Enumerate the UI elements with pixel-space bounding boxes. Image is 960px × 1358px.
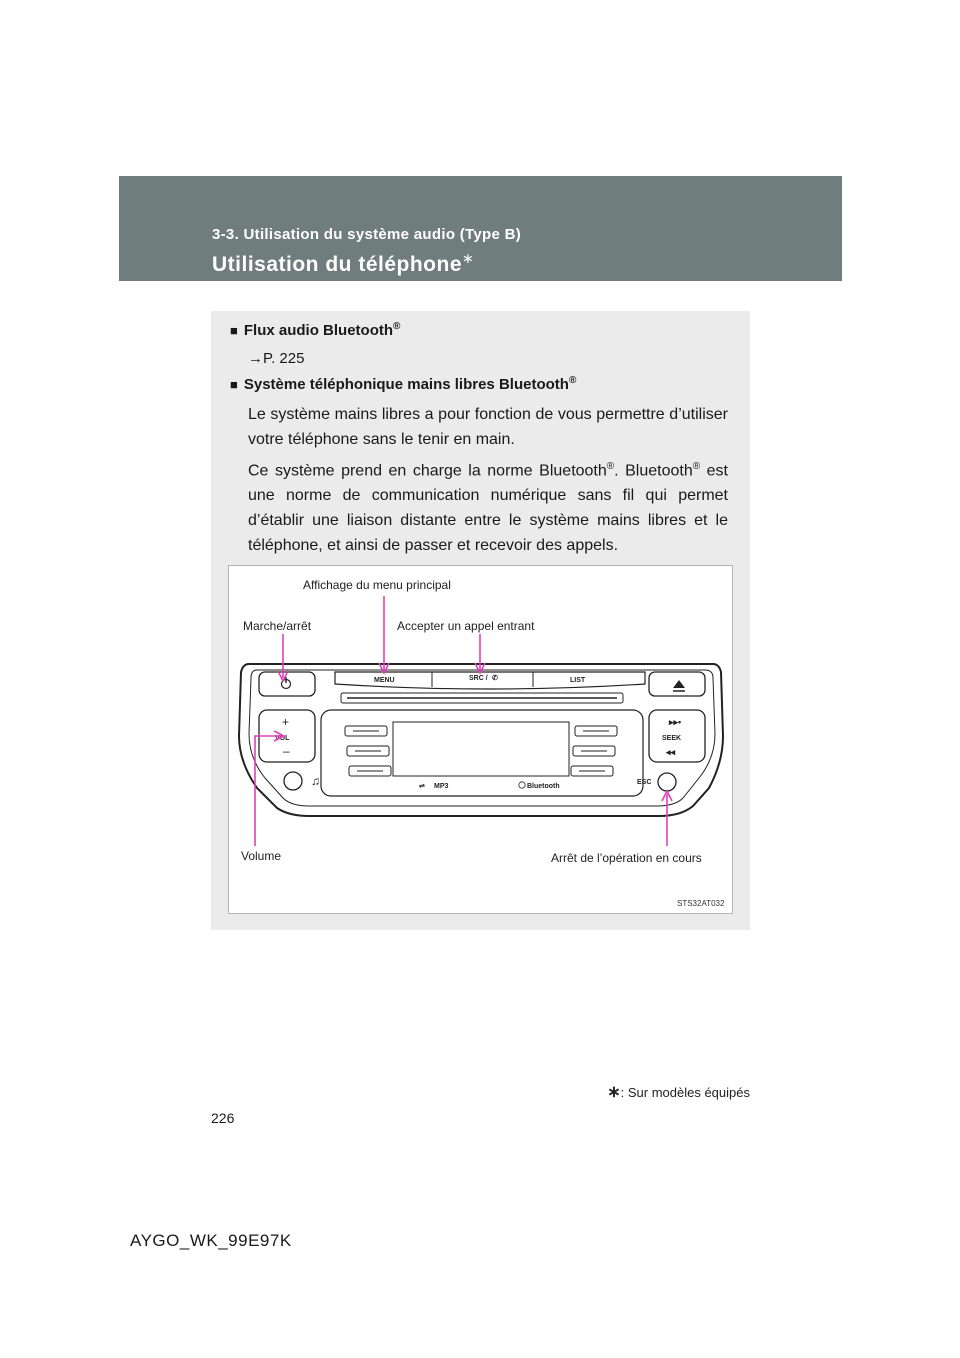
menu-label: MENU [374,677,395,684]
footnote: ∗: Sur modèles équipés [607,1084,750,1101]
seek-forward-icon: ▸▸• [669,717,682,727]
esc-button [658,773,676,791]
seek-label: SEEK [662,735,682,742]
page-reference: →P. 225 [248,350,305,367]
volume-plus-icon: + [282,715,290,729]
display-screen [393,722,569,776]
page-title-text: Utilisation du téléphone [212,253,463,276]
power-button [259,672,315,696]
vol-label: VOL [275,735,290,742]
section-label: 3-3. Utilisation du système audio (Type B) [212,226,522,243]
content-box [211,311,750,930]
phone-icon: ✆ [492,675,498,682]
callout-volume: Volume [241,849,282,863]
figure-code: STS32AT032 [677,899,725,908]
document-code: AYGO_WK_99E97K [130,1231,292,1250]
paragraph-bluetooth-standard: Ce système prend en charge la norme Bluetooth®. Bluetooth® est une norme de communication numérique sans fil qui permet d’établir une liaison distante entre le système mains libres et le téléphone, et ainsi de passer et recevoir des appels. [248,461,728,555]
item-heading-audio-stream: ■ Flux audio Bluetooth® [230,321,401,339]
paragraph-handsfree-purpose: Le système mains libres a pour fonction de vous permettre d’utiliser votre téléphone sans le tenir en main. [248,406,728,448]
asterisk-icon: ∗ [462,250,475,266]
usb-icon: ⇌ [419,783,425,790]
page-number: 226 [211,1110,235,1126]
page-title [212,250,474,277]
audio-panel-figure [228,565,733,914]
volume-minus-icon: – [283,744,290,758]
asterisk-icon: ∗ [607,1084,621,1101]
callout-menu-display: Affichage du menu principal [303,578,451,592]
mp3-label: MP3 [434,783,449,790]
esc-label: ESC [637,779,652,786]
item-heading-handsfree: ■ Système téléphonique mains libres Bluetooth® [230,375,577,393]
square-bullet-icon: ■ [230,377,238,392]
list-label: LIST [570,677,586,684]
seek-back-icon: ◂◂ [666,747,676,757]
square-bullet-icon: ■ [230,323,238,338]
bluetooth-label: Bluetooth [527,783,560,790]
callout-power: Marche/arrêt [243,619,312,633]
callout-accept-call: Accepter un appel entrant [397,619,535,633]
src-label: SRC / [469,675,488,682]
music-note-icon: ♫ [311,774,320,788]
audio-panel-diagram [229,566,732,913]
callout-stop-operation: Arrêt de l’opération en cours [551,851,702,865]
chapter-header [119,176,842,281]
music-button [284,772,302,790]
